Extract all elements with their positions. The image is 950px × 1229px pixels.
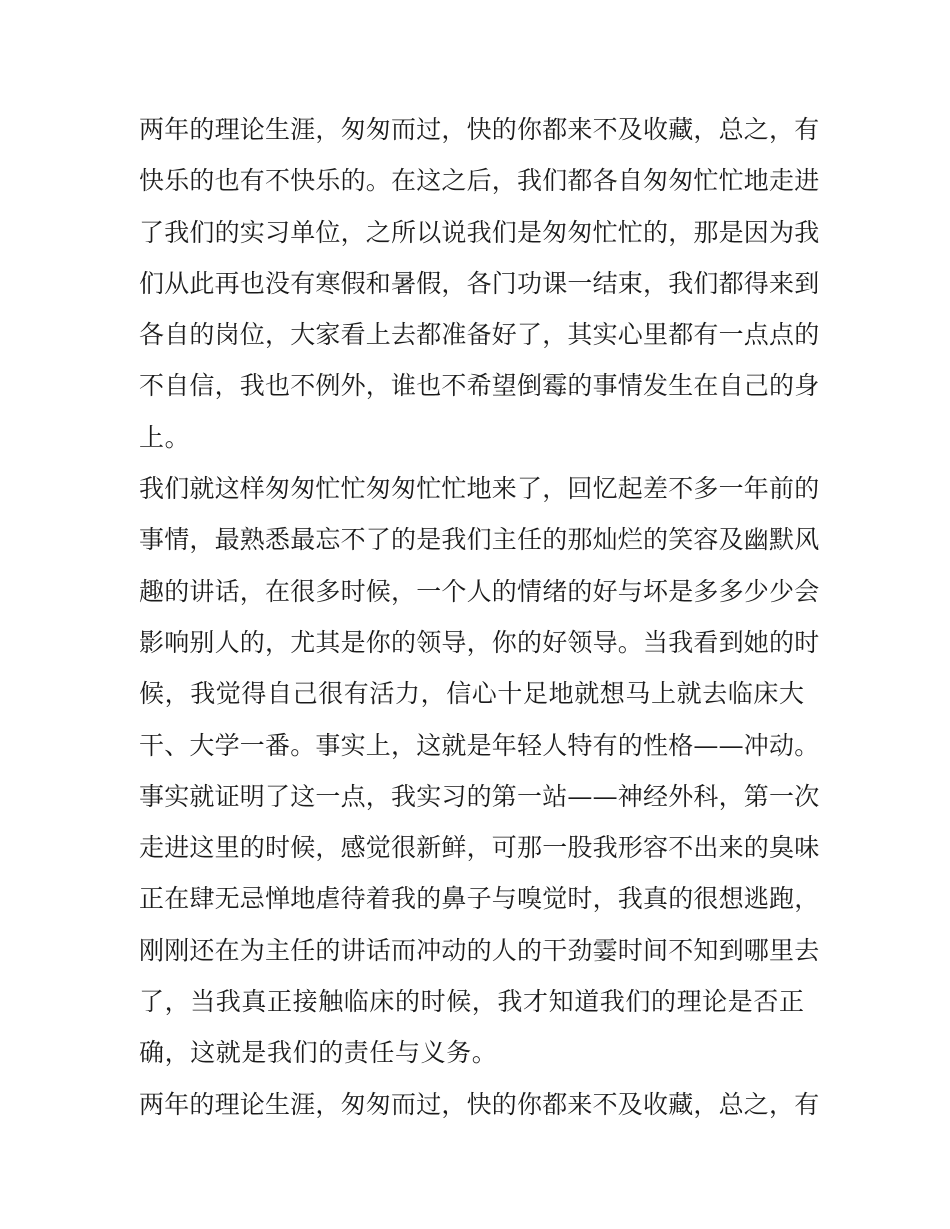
text-line: 上。 <box>139 422 191 452</box>
text-line: 了我们的实习单位，之所以说我们是匆匆忙忙的，那是因为我 <box>139 217 820 247</box>
text-line: 各自的岗位，大家看上去都准备好了，其实心里都有一点点的 <box>139 320 820 350</box>
text-line: 走进这里的时候，感觉很新鲜，可那一股我形容不出来的臭味 <box>139 833 820 863</box>
text-line: 干、大学一番。事实上，这就是年轻人特有的性格——冲动。 <box>139 730 820 760</box>
text-line: 正在肆无忌惮地虐待着我的鼻子与嗅觉时，我真的很想逃跑， <box>139 884 820 914</box>
text-line: 我们就这样匆匆忙忙匆匆忙忙地来了，回忆起差不多一年前的 <box>139 474 820 504</box>
text-line: 了，当我真正接触临床的时候，我才知道我们的理论是否正 <box>139 987 805 1017</box>
text-line: 影响别人的，尤其是你的领导，你的好领导。当我看到她的时 <box>139 627 820 657</box>
text-line: 刚刚还在为主任的讲话而冲动的人的干劲霎时间不知到哪里去 <box>139 935 820 965</box>
text-line: 们从此再也没有寒假和暑假，各门功课一结束，我们都得来到 <box>139 268 820 298</box>
text-line: 两年的理论生涯，匆匆而过，快的你都来不及收藏，总之，有 <box>139 1089 820 1119</box>
text-line: 确，这就是我们的责任与义务。 <box>139 1038 498 1068</box>
document-body <box>139 104 819 1130</box>
text-line: 快乐的也有不快乐的。在这之后，我们都各自匆匆忙忙地走进 <box>139 166 820 196</box>
text-line: 事情，最熟悉最忘不了的是我们主任的那灿烂的笑容及幽默风 <box>139 525 820 555</box>
text-line: 事实就证明了这一点，我实习的第一站——神经外科，第一次 <box>139 781 820 811</box>
text-line: 不自信，我也不例外，谁也不希望倒霉的事情发生在自己的身 <box>139 371 820 401</box>
text-line: 两年的理论生涯，匆匆而过，快的你都来不及收藏，总之，有 <box>139 115 820 144</box>
text-line: 候，我觉得自己很有活力，信心十足地就想马上就去临床大 <box>139 679 805 709</box>
text-line: 趣的讲话，在很多时候，一个人的情绪的好与坏是多多少少会 <box>139 576 820 606</box>
